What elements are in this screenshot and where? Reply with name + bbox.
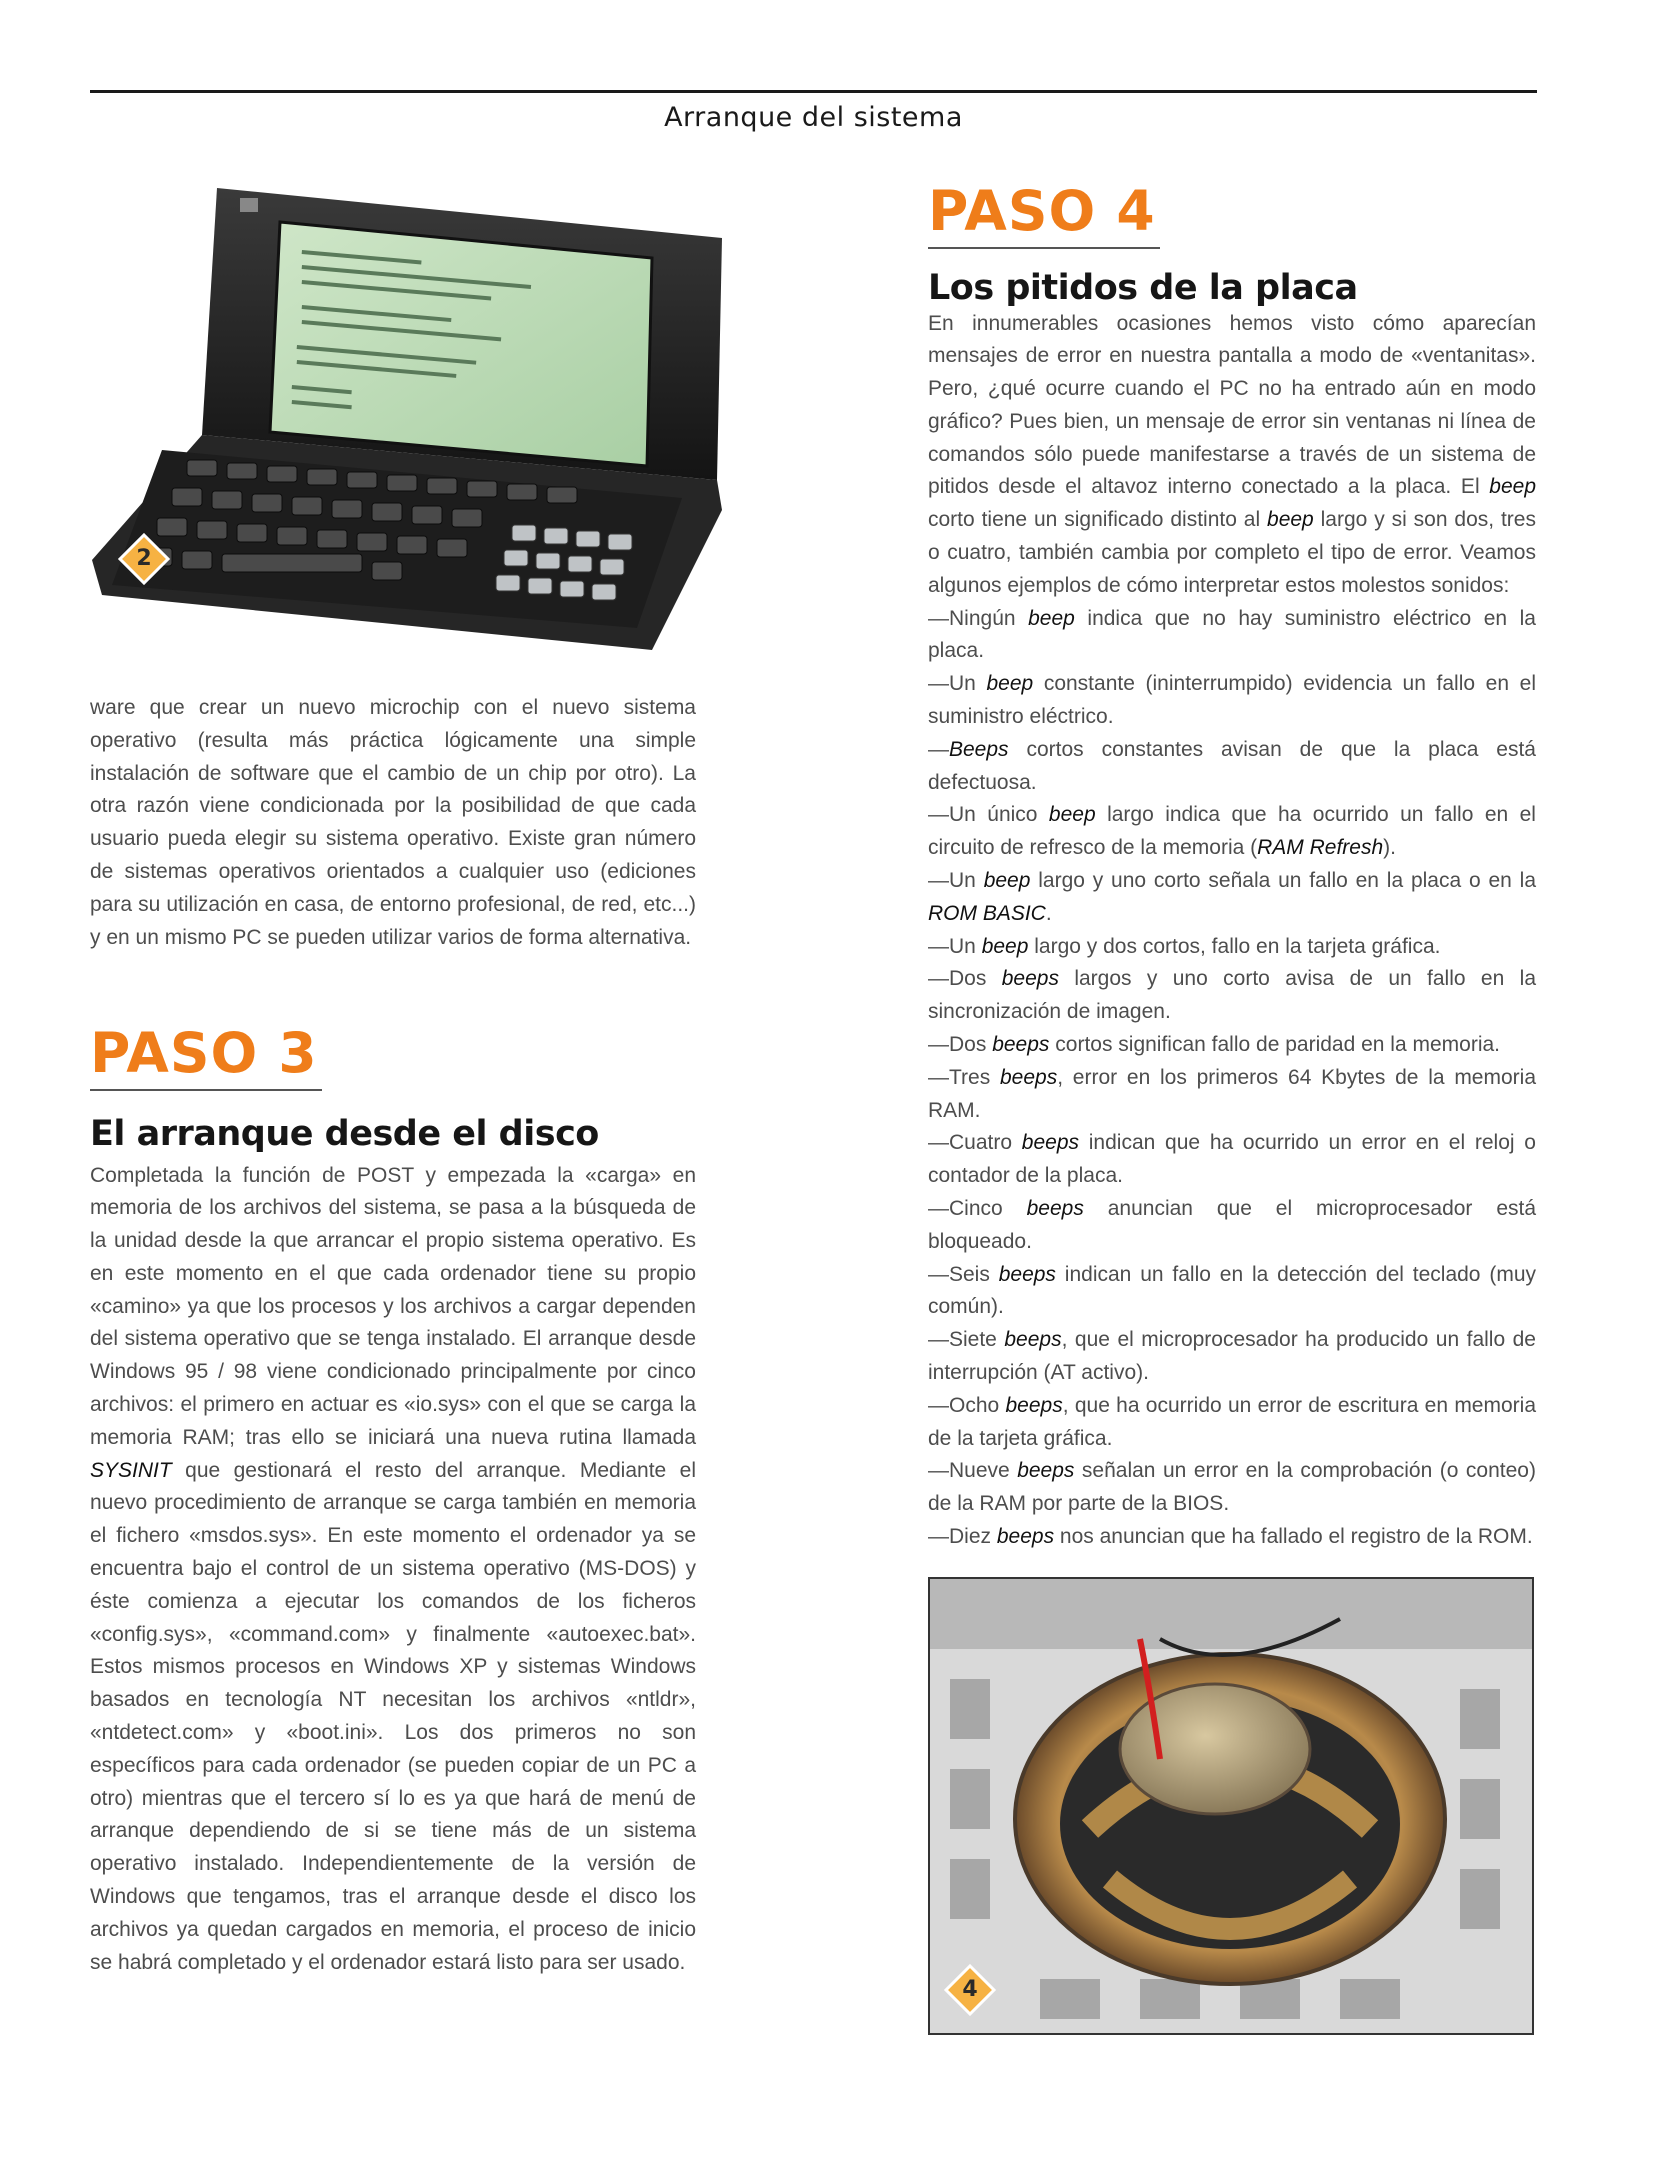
beep-code-description: largo indica que ha ocurrido un fallo en el circuito de refresco de la memoria ( [928, 803, 1536, 860]
beep-code-item [928, 603, 1536, 669]
beep-term: beeps [1026, 1197, 1084, 1221]
beep-code-prefix: —Siete [928, 1328, 997, 1352]
sysinit-term: SYSINIT [90, 1458, 172, 1482]
beep-code-prefix: —Dos [928, 967, 987, 991]
step3-section [90, 1021, 696, 1979]
beep-code-item [928, 1062, 1536, 1128]
figure-badge-2-label: 2 [136, 546, 152, 571]
step4-intro-part-a: En innumerables ocasiones hemos visto cómo aparecían mensajes de error en nuestra pantalla a modo de «ventanitas». Pero, ¿qué ocurre cuando el PC no ha entrado aún en modo gráfico? Pues bien, un mensaje de error sin ventanas ni línea de comandos sólo puede manifestarse a través de un sistema de pitidos desde el altavoz interno conectado a la placa. El [928, 311, 1536, 499]
beep-code-description: constante (ininterrumpido) evidencia un fallo en el suministro eléctrico. [928, 672, 1536, 729]
beep-code-item [928, 1455, 1536, 1521]
beep-code-description: largo y uno corto señala un fallo en la placa o en la [1038, 869, 1536, 893]
beep-code-prefix: —Cuatro [928, 1131, 1013, 1155]
beep-code-item [928, 799, 1536, 865]
beep-code-description: nos anuncian que ha fallado el registro de la ROM. [1059, 1524, 1533, 1548]
beep-code-item [928, 1521, 1536, 1554]
beep-code-prefix: —Diez [928, 1524, 992, 1548]
beep-code-description: , que el microprocesador ha producido un fallo de interrupción (AT activo). [928, 1328, 1536, 1384]
beep-term: beep [1489, 475, 1536, 499]
step4-intro-part-b: corto tiene un significado distinto al [928, 508, 1261, 532]
step4-intro [928, 308, 1536, 603]
beep-code-item [928, 1259, 1536, 1325]
beep-term: beeps [1017, 1459, 1075, 1483]
figure-laptop [92, 180, 732, 685]
beep-term: beep [986, 672, 1034, 696]
left-column [90, 692, 696, 954]
beep-code-description: largos y uno corto avisa de un fallo en la sincronización de imagen. [928, 967, 1536, 1024]
beep-code-prefix: —Tres [928, 1065, 991, 1089]
beep-code-description: indican que ha ocurrido un error en el reloj o contador de la placa. [928, 1131, 1536, 1188]
beep-code-item [928, 1127, 1536, 1193]
step3-title: PASO 3 [90, 1026, 322, 1091]
beep-code-item [928, 1324, 1536, 1390]
beep-code-item [928, 931, 1536, 964]
beep-code-item [928, 1193, 1536, 1259]
beep-code-description: indican un fallo en la detección del teclado (muy común). [928, 1262, 1536, 1319]
beep-code-item [928, 1029, 1536, 1062]
beep-code-description: , que ha ocurrido un error de escritura en memoria de la tarjeta gráfica. [928, 1393, 1536, 1450]
step4-intro-part-c: largo y si son dos, tres o cuatro, también cambia por completo el tipo de error. Veamos algunos ejemplos de cómo interpretar estos molestos sonidos: [928, 508, 1536, 597]
beep-code-prefix: —Cinco [928, 1197, 1003, 1221]
beep-code-prefix: —Ningún [928, 606, 1016, 630]
beep-code-prefix: —Un único [928, 803, 1038, 827]
beep-term: beeps [1000, 1065, 1058, 1089]
beep-term: Beeps [949, 737, 1009, 761]
beep-code-prefix: —Ocho [928, 1393, 1000, 1417]
beep-term: beeps [1001, 967, 1059, 991]
beep-code-item [928, 963, 1536, 1029]
beep-term: beeps [1005, 1393, 1063, 1417]
beep-code-prefix: — [928, 737, 949, 761]
beep-code-prefix: —Nueve [928, 1459, 1010, 1483]
step3-body [90, 1160, 696, 1980]
beep-term: beep [1048, 803, 1096, 827]
figure-speaker [928, 1577, 1534, 2035]
beep-code-description: largo y dos cortos, fallo en la tarjeta gráfica. [1034, 934, 1441, 958]
beep-term: beep [981, 934, 1029, 958]
beep-code-prefix: —Dos [928, 1033, 987, 1057]
speaker-photo [930, 1579, 1532, 2033]
beep-code-description: cortos significan fallo de paridad en la memoria. [1055, 1033, 1500, 1057]
beep-code-description: señalan un error en la comprobación (o conteo) de la RAM por parte de la BIOS. [928, 1459, 1536, 1516]
figure-badge-2 [118, 533, 170, 585]
beep-term: beep [1267, 508, 1314, 532]
figure-badge-4-label: 4 [962, 1977, 978, 2002]
beep-term: beep [983, 869, 1031, 893]
figure-badge-4 [944, 1964, 996, 2016]
step4-title: PASO 4 [928, 184, 1160, 249]
beep-code-prefix: —Un [928, 672, 976, 696]
step4-body [928, 308, 1536, 1554]
step3-body-part-2: que gestionará el resto del arranque. Mediante el nuevo procedimiento de arranque se carga también en memoria el fichero «msdos.sys». En este momento el ordenador ya se encuentra bajo el control de un sistema operativo (MS-DOS) y éste comienza a ejecutar los comandos de los ficheros «config.sys», «command.com» y finalmente «autoexec.bat». Estos mismos procesos en Windows XP y sistemas Windows basados en tecnología NT necesitan los archivos «ntldr», «ntdetect.com» y «boot.ini». Los dos primeros no son específicos para cada ordenador (se pueden copiar de un PC a otro) mientras que el tercero sí lo es ya que hará de menú de arranque dependiendo de si se tiene más de un sistema operativo instalado. Independientemente de la versión de Windows que tengamos, tras el arranque desde el disco los archivos ya quedan cargados en memoria, el proceso de inicio se habrá completado y el ordenador estará listo para ser usado. [90, 1458, 696, 1974]
beep-code-item [928, 734, 1536, 800]
beep-code-prefix: —Un [928, 934, 976, 958]
beep-term: beep [1028, 606, 1075, 630]
beep-code-description: indica que no hay suministro eléctrico en la placa. [928, 606, 1536, 663]
technical-term: ROM BASIC [928, 901, 1046, 925]
beep-codes-list [928, 603, 1536, 1554]
beep-code-item [928, 1390, 1536, 1456]
laptop-photo [92, 180, 732, 685]
beep-code-description: , error en los primeros 64 Kbytes de la memoria RAM. [928, 1065, 1536, 1122]
step4-subtitle: Los pitidos de la placa [928, 268, 1358, 308]
step3-body-part-1: Completada la función de POST y empezada la «carga» en memoria de los archivos del sistema, se pasa a la búsqueda de la unidad desde la que arrancar el propio sistema operativo. Es en este momento en el que cada ordenador tiene su propio «camino» ya que los procesos y los archivos a cargar dependen del sistema operativo que se tenga instalado. El arranque desde Windows 95 / 98 viene condicionado principalmente por cinco archivos: el primero en actuar es «io.sys» con el que se carga la memoria RAM; tras ello se iniciará una nueva rutina llamada [90, 1163, 696, 1449]
beep-code-description: cortos constantes avisan de que la placa está defectuosa. [928, 737, 1536, 794]
beep-code-item [928, 865, 1536, 931]
beep-term: beeps [992, 1033, 1050, 1057]
beep-code-item [928, 668, 1536, 734]
beep-code-prefix: —Seis [928, 1262, 990, 1286]
beep-code-description: anuncian que el microprocesador está bloqueado. [928, 1197, 1537, 1253]
beep-term: beeps [1004, 1328, 1062, 1352]
top-rule [90, 90, 1537, 93]
beep-code-prefix: —Un [928, 869, 976, 893]
technical-term: RAM Refresh [1257, 836, 1384, 860]
beep-term: beeps [1021, 1131, 1079, 1155]
beep-term: beeps [996, 1524, 1055, 1548]
step4-section [928, 179, 1537, 1554]
step3-subtitle: El arranque desde el disco [90, 1114, 599, 1154]
running-title: Arranque del sistema [664, 102, 963, 133]
continuation-paragraph: ware que crear un nuevo microchip con el nuevo sistema operativo (resulta más práctica lógicamente una simple instalación de software que el cambio de un chip por otro). La otra razón viene condicionada por la posibilidad de que cada usuario pueda elegir su sistema operativo. Existe gran número de sistemas operativos orientados a cualquier uso (ediciones para su utilización en casa, de entorno profesional, de red, etc...) y en un mismo PC se pueden utilizar varios de forma alternativa. [90, 696, 696, 949]
beep-code-tail: . [1045, 901, 1052, 925]
beep-term: beeps [998, 1262, 1056, 1286]
beep-code-tail: ). [1383, 836, 1396, 860]
